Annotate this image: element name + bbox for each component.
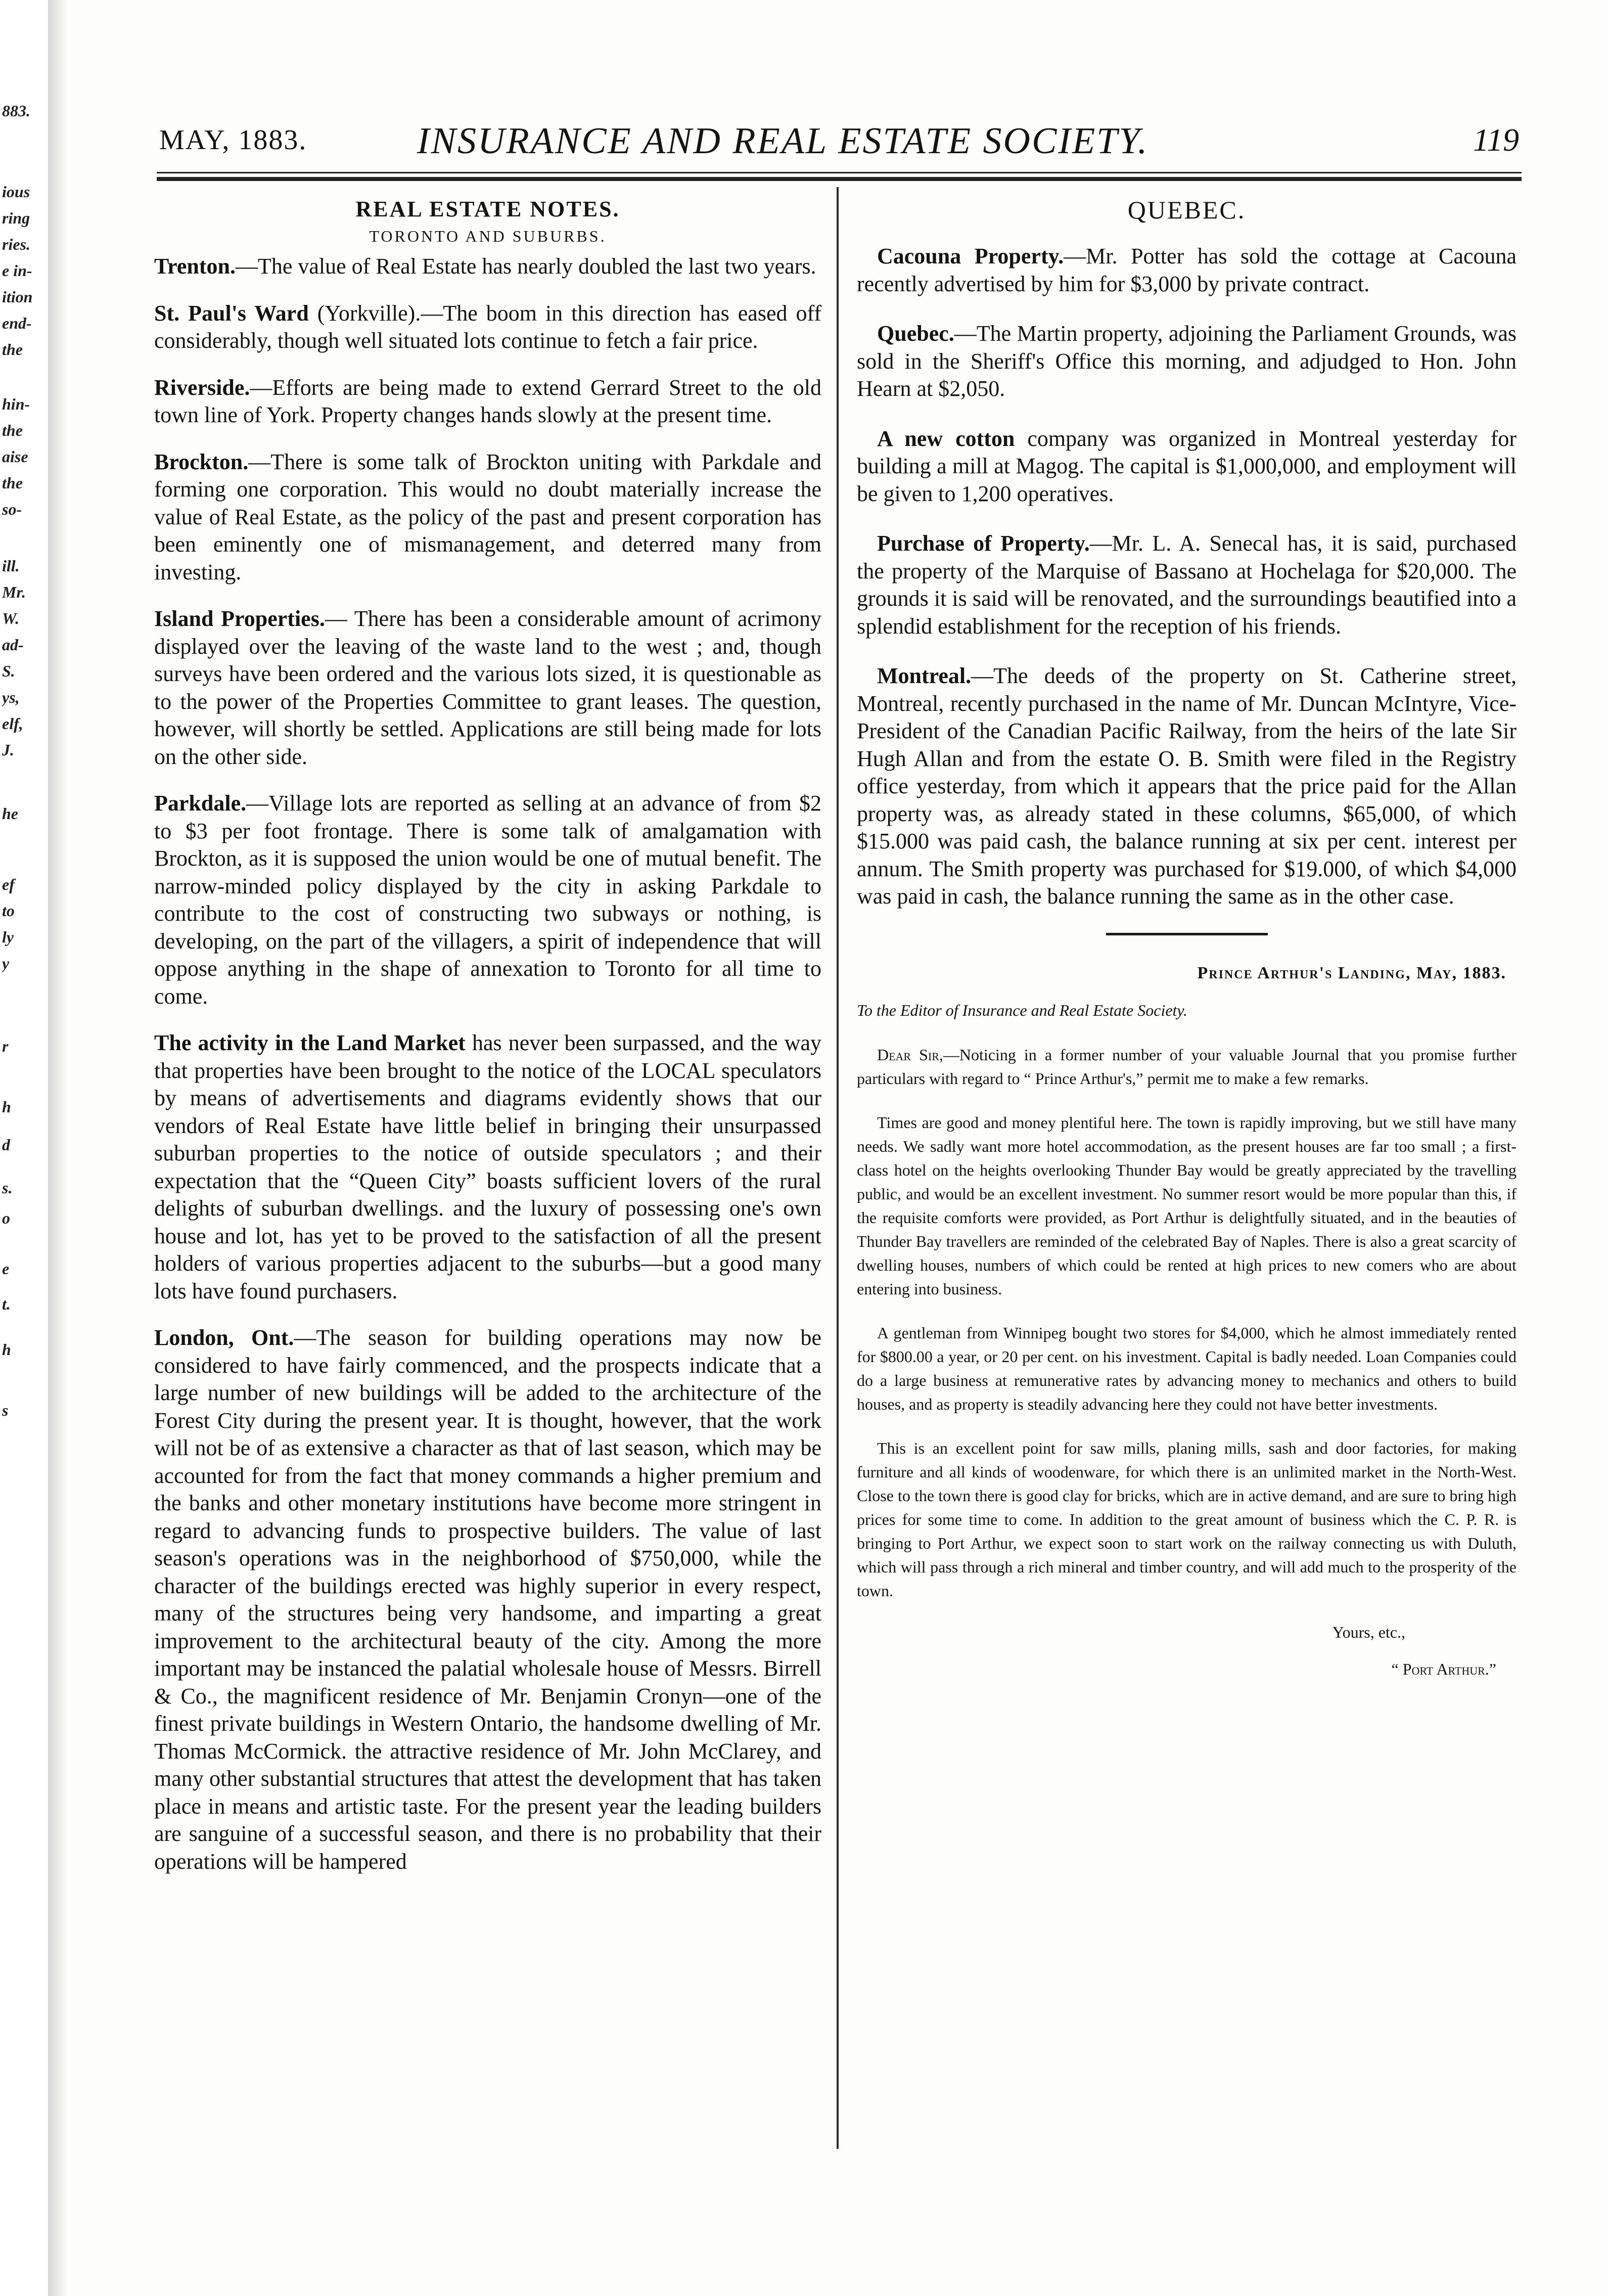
item-heading: Trenton. — [154, 254, 236, 279]
news-item — [154, 448, 821, 587]
letter-dateline: Prince Arthur's Landing, May, 1883. — [1197, 963, 1506, 982]
item-text: company was organized in Montreal yesterday for building a mill at Magog. The capital is $1,000,000, and employment will be given to 1,200 operatives. — [857, 426, 1517, 506]
item-heading: Brockton. — [154, 449, 249, 474]
news-item — [857, 530, 1517, 640]
issue-date: MAY, 1883. — [159, 124, 307, 156]
left-column — [154, 192, 821, 1895]
margin-fragment: J. — [2, 741, 14, 759]
margin-fragment: S. — [2, 662, 15, 680]
letter-paragraph: A gentleman from Winnipeg bought two stores for $4,000, which he almost immediately rented for $800.00 a year, or 20 per cent. on his investment. Capital is badly needed. Loan Companies could do a large business at remunerative rates by advancing money to mechanics and others to build houses, and as property is steadily advancing here they could not have better investments. — [857, 1323, 1517, 1413]
news-item — [154, 1029, 821, 1305]
item-text: —The season for building operations may now be considered to have fairly commenced, and the prospects indicate that a large number of new buildings will be added to the architecture of the Forest City during the present year. It is thought, however, that the work will not be of as extensive a character as that of last season, which may be accounted for from the fact that money commands a higher premium and the banks and other monetary institutions have become more stringent in regard to advancing funds to prospective builders. The value of last season's operations was in the neighborhood of $750,000, while the character of the buildings erected was highly superior in every respect, many of the structures being very handsome, and imparting a great improvement to the architectural beauty of the city. Among the more important may be instanced the palatial wholesale house of Messrs. Birrell & Co., the magnificent residence of Mr. Benjamin Cronyn—one of the finest private buildings in Western Ontario, the handsome dwelling of Mr. Thomas McCormick. the attractive residence of Mr. John McClarey, and many other substantial structures that attest the development that has taken place in means and artistic taste. For the present year the leading builders are sanguine of a successful season, and there is no probability that their operations will be hampered — [154, 1325, 822, 1874]
section-title: REAL ESTATE NOTES. — [355, 197, 620, 221]
news-item — [857, 662, 1517, 911]
item-text: —Mr. L. A. Senecal has, it is said, purchased the property of the Marquise of Bassano at Hochelaga for $20,000. The grounds it is said will be renovated, and the surroundings beautified into a splendid establishment for the reception of his friends. — [857, 531, 1517, 639]
item-text: —Village lots are reported as selling at an advance of from $2 to $3 per foot frontage. There is some talk of amalgamation with Brockton, as it is supposed the union would be one of mutual benefit. The narrow-minded policy displayed by the city in asking Parkdale to contribute to the cost of constructing two subways or nothing, is developing, on the part of the villagers, a spirit of independence that will oppose anything in the shape of annexation to Toronto for all time to come. — [154, 791, 821, 1009]
margin-fragment: ad- — [2, 636, 24, 654]
section-subtitle: TORONTO AND SUBURBS. — [369, 227, 607, 245]
margin-fragment: t. — [2, 1295, 11, 1313]
margin-fragment: e — [2, 1259, 10, 1278]
margin-fragment: 883. — [2, 102, 30, 120]
margin-fragment: ys, — [2, 688, 20, 706]
margin-fragment: the — [2, 474, 23, 492]
margin-fragment: e in- — [2, 261, 32, 280]
margin-fragment: ef — [2, 875, 15, 893]
margin-fragment: to — [2, 902, 15, 920]
item-heading: The activity in the Land Market — [154, 1030, 466, 1055]
news-item — [154, 253, 821, 281]
margin-fragment: hin- — [2, 395, 30, 413]
margin-fragment: s. — [2, 1179, 13, 1197]
news-item — [154, 300, 821, 355]
margin-fragment: ition — [2, 288, 33, 306]
page-header — [159, 114, 1519, 169]
column-divider — [837, 187, 839, 2149]
margin-fragment: d — [2, 1136, 10, 1154]
margin-fragment: ill. — [2, 557, 20, 575]
margin-fragment: ries. — [2, 235, 30, 253]
margin-fragment: y — [2, 954, 10, 972]
news-item — [857, 425, 1517, 508]
letter-paragraph: This is an excellent point for saw mills, planing mills, sash and door factories, for making furniture and all kinds of woodenware, for which there is an unlimited market in the North-West. Close to the town there is good clay for bricks, which are in active demand, and are sure to bring high prices for some time to come. In addition to the great amount of business which the C. P. R. is bringing to Port Arthur, we expect soon to start work on the railway connecting us with Duluth, which will pass through a rich mineral and timber country, and will add much to the prosperity of the town. — [857, 1438, 1517, 1600]
news-item — [154, 374, 821, 429]
item-text: —Efforts are being made to extend Gerrard Street to the old town line of York. Property changes hands slowly at the present time. — [154, 375, 821, 427]
section-separator — [1106, 933, 1268, 935]
news-item — [154, 1324, 821, 1875]
header-rule-thick — [157, 177, 1522, 181]
page-number: 119 — [1473, 122, 1519, 158]
margin-fragment: aise — [2, 447, 28, 466]
item-heading: Island Properties. — [154, 606, 325, 631]
margin-fragment: h — [2, 1340, 11, 1359]
margin-fragment: h — [2, 1098, 11, 1116]
page-gutter-shadow — [48, 0, 68, 2296]
news-item — [154, 790, 821, 1010]
letter-signoff: Yours, etc., — [1332, 1623, 1405, 1641]
item-text: —The Martin property, adjoining the Parliament Grounds, was sold in the Sheriff's Office this morning, and adjudged to Hon. John Hearn at $2,050. — [857, 321, 1517, 401]
letter-text: —Noticing in a former number of your valuable Journal that you promise further particulars with regard to “ Prince Arthur's,” permit me to make a few remarks. — [857, 1045, 1517, 1088]
margin-fragment: ious — [2, 183, 30, 201]
item-heading: Parkdale. — [154, 791, 247, 816]
margin-fragment: end- — [2, 314, 32, 332]
right-column — [857, 192, 1517, 1679]
previous-page-margin — [0, 0, 48, 2296]
item-text: has never been surpassed, and the way that properties have been brought to the notice of the LOCAL speculators by means of advertisements and diagrams evidently shows that our vendors of Real Estate have little belief in bringing their unsurpassed suburban properties to the notice of outside speculators ; and their expectation that the “Queen City” boasts sufficient lovers of the rural delights of suburban dwellings. and the luxury of possessing one's own house and lot, has yet to be proved to the satisfaction of all the present holders of various properties adjacent to the suburbs—but a good many lots have found purchasers. — [154, 1030, 821, 1303]
margin-fragment: so- — [2, 500, 22, 518]
margin-fragment: o — [2, 1209, 10, 1227]
news-item — [857, 320, 1517, 403]
section-title: QUEBEC. — [1127, 196, 1246, 224]
letter-salutation: Dear Sir, — [877, 1045, 943, 1064]
item-heading: Quebec. — [877, 321, 954, 346]
news-item — [154, 605, 821, 771]
letter-paragraph: Times are good and money plentiful here. The town is rapidly improving, but we still have many needs. We sadly want more hotel accommodation, as the present houses are far too small ; a first-class hotel on the heights overlooking Thunder Bay would be greatly appreciated by the travelling public, and would be an excellent investment. No summer resort would be more popular than this, if the requisite comforts were provided, as Port Arthur is delightfully situated, and in the beauties of Thunder Bay travellers are reminded of the celebrated Bay of Naples. There is also a great scarcity of dwelling houses, numbers of which could be rented at high prices to new comers who are about entering into business. — [857, 1113, 1517, 1298]
item-heading: Purchase of Property. — [877, 531, 1090, 556]
item-text: —There is some talk of Brockton uniting with Parkdale and forming one corporation. This would no doubt materially increase the value of Real Estate, as the policy of the past and present corporation has been eminently one of mismanagement, and deterred many from investing. — [154, 449, 821, 584]
letter-paragraph — [857, 1043, 1517, 1091]
news-item — [857, 243, 1517, 298]
header-rule-thin — [157, 172, 1522, 173]
item-heading: Riverside. — [154, 375, 250, 400]
margin-fragment: s — [2, 1401, 9, 1419]
margin-fragment: ring — [2, 209, 30, 227]
item-heading: A new cotton — [877, 426, 1015, 451]
margin-fragment: W. — [2, 609, 20, 627]
item-text: —The deeds of the property on St. Catherine street, Montreal, recently purchased in the name of Mr. Duncan McIntyre, Vice-President of the Canadian Pacific Railway, from the heirs of the late Sir Hugh Allan and from the estate O. B. Smith were filed in the Registry office yesterday, from which it appears that the price paid for the Allan property was, as already stated in these columns, $65,000, of which $15.000 was paid cash, the balance running at six per cent. interest per annum. The Smith property was purchased for $19.000, of which $4,000 was paid in cash, the balance running the same as in the other case. — [857, 663, 1517, 909]
margin-fragment: the — [2, 340, 23, 358]
item-heading: St. Paul's Ward — [154, 300, 309, 326]
margin-fragment: the — [2, 421, 23, 439]
item-heading: Montreal. — [877, 663, 972, 688]
item-heading: London, Ont. — [154, 1325, 294, 1350]
item-text: —Mr. Potter has sold the cottage at Cacouna recently advertised by him for $3,000 by private contract. — [857, 244, 1517, 296]
letter-signature: “ Port Arthur.” — [1391, 1659, 1496, 1678]
margin-fragment: ly — [2, 928, 14, 946]
margin-fragment: Mr. — [2, 583, 26, 601]
item-heading: Cacouna Property. — [877, 244, 1064, 268]
margin-fragment: r — [2, 1037, 9, 1055]
publication-title: INSURANCE AND REAL ESTATE SOCIETY. — [417, 120, 1149, 162]
item-text: — There has been a considerable amount of acrimony displayed over the leaving of the waste land to the west ; and, though surveys have been ordered and the various lots sized, it is questionable as to the power of the Properties Committee to grant leases. The question, however, will shortly be settled. Applications are still being made for lots on the other side. — [154, 606, 821, 769]
item-text: —The value of Real Estate has nearly doubled the last two years. — [235, 254, 816, 279]
letter-addressee: To the Editor of Insurance and Real Estate Society. — [857, 1001, 1187, 1019]
margin-fragment: he — [2, 804, 18, 823]
item-text: (Yorkville).—The boom in this direction has eased off considerably, though well situated lots continue to fetch a fair price. — [154, 300, 821, 353]
margin-fragment: elf, — [2, 714, 23, 733]
